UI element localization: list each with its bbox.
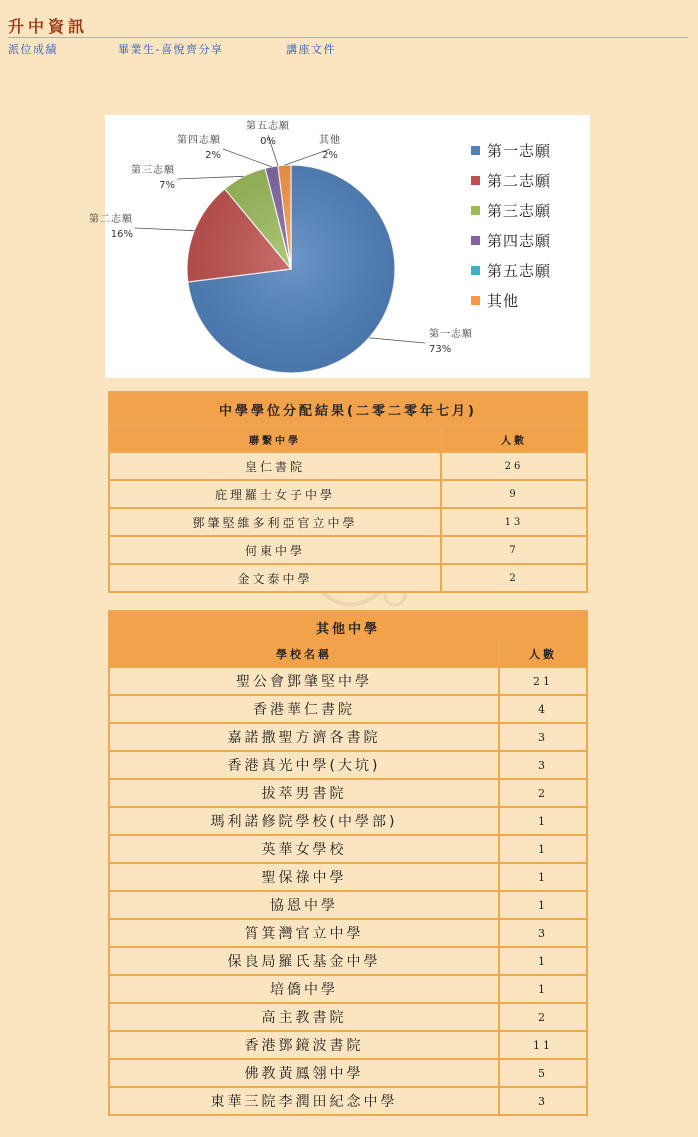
school-name: 香港真光中學(大坑) (109, 751, 499, 779)
legend-swatch (471, 296, 480, 305)
table-row (109, 919, 587, 947)
student-count: 13 (441, 508, 587, 536)
table-row (109, 947, 587, 975)
pie-data-label-category: 第五志願 (246, 121, 290, 132)
student-count: 1 (499, 807, 587, 835)
table2-header-school: 學校名稱 (109, 642, 499, 667)
legend-label: 第五志願 (487, 262, 552, 280)
legend-label: 第三志願 (487, 202, 552, 220)
pie-data-label-value: 2% (205, 150, 221, 161)
pie-data-label-value: 0% (260, 136, 276, 147)
pie-leader-line (177, 176, 244, 179)
school-name: 筲箕灣官立中學 (109, 919, 499, 947)
nav-link-talk-documents[interactable]: 講座文件 (286, 43, 336, 56)
nav-link-allocation-results[interactable]: 派位成績 (8, 43, 58, 56)
table-row (109, 835, 587, 863)
table-row (109, 536, 587, 564)
school-name: 聖保祿中學 (109, 863, 499, 891)
legend-swatch (471, 176, 480, 185)
school-name: 嘉諾撒聖方濟各書院 (109, 723, 499, 751)
table-row (109, 695, 587, 723)
student-count: 1 (499, 835, 587, 863)
student-count: 5 (499, 1059, 587, 1087)
legend-label: 其他 (487, 292, 520, 310)
student-count: 11 (499, 1031, 587, 1059)
pie-data-label-category: 其他 (319, 135, 341, 146)
legend-label: 第一志願 (487, 142, 552, 160)
school-name: 佛教黃鳳翎中學 (109, 1059, 499, 1087)
student-count: 1 (499, 975, 587, 1003)
student-count: 2 (499, 779, 587, 807)
student-count: 3 (499, 751, 587, 779)
allocation-results-table (108, 391, 588, 593)
school-name: 英華女學校 (109, 835, 499, 863)
table1-header-count: 人數 (441, 426, 587, 452)
pie-data-label-category: 第三志願 (131, 165, 175, 176)
student-count: 9 (441, 480, 587, 508)
school-name: 庇理羅士女子中學 (109, 480, 441, 508)
title-divider (8, 37, 688, 38)
legend-swatch (471, 266, 480, 275)
pie-leader-line (135, 228, 194, 231)
student-count: 2 (499, 1003, 587, 1031)
table-row (109, 723, 587, 751)
school-name: 香港鄧鏡波書院 (109, 1031, 499, 1059)
table-row (109, 667, 587, 695)
student-count: 7 (441, 536, 587, 564)
table-row (109, 807, 587, 835)
pie-leader-line (223, 149, 272, 167)
school-name: 瑪利諾修院學校(中學部) (109, 807, 499, 835)
student-count: 3 (499, 919, 587, 947)
school-name: 協恩中學 (109, 891, 499, 919)
pie-data-label-category: 第四志願 (177, 135, 221, 146)
table-row (109, 1031, 587, 1059)
other-schools-table (108, 610, 588, 1116)
table2-header-count: 人數 (499, 642, 587, 667)
table-row (109, 1003, 587, 1031)
legend-label: 第四志願 (487, 232, 552, 250)
student-count: 1 (499, 947, 587, 975)
legend-label: 第二志願 (487, 172, 552, 190)
school-name: 何東中學 (109, 536, 441, 564)
nav-link-graduates-sharing[interactable]: 畢業生-喜悅齊分享 (118, 43, 224, 56)
school-name: 保良局羅氏基金中學 (109, 947, 499, 975)
table-row (109, 508, 587, 536)
school-name: 高主教書院 (109, 1003, 499, 1031)
table-row (109, 1087, 587, 1115)
pie-data-label-category: 第一志願 (429, 329, 473, 340)
student-count: 1 (499, 863, 587, 891)
pie-chart (89, 115, 590, 378)
legend-swatch (471, 146, 480, 155)
school-name: 皇仁書院 (109, 452, 441, 480)
legend-swatch (471, 206, 480, 215)
legend-swatch (471, 236, 480, 245)
student-count: 3 (499, 1087, 587, 1115)
table-row (109, 891, 587, 919)
table-row (109, 480, 587, 508)
school-name: 金文泰中學 (109, 564, 441, 592)
table-row (109, 779, 587, 807)
school-name: 鄧肇堅維多利亞官立中學 (109, 508, 441, 536)
school-name: 拔萃男書院 (109, 779, 499, 807)
table-row (109, 564, 587, 592)
page-title: 升中資訊 (8, 17, 89, 36)
school-name: 培僑中學 (109, 975, 499, 1003)
table-row (109, 452, 587, 480)
table-row (109, 1059, 587, 1087)
table-row (109, 751, 587, 779)
table-row (109, 863, 587, 891)
pie-data-label-category: 第二志願 (89, 214, 133, 225)
student-count: 21 (499, 667, 587, 695)
school-name: 香港華仁書院 (109, 695, 499, 723)
student-count: 2 (441, 564, 587, 592)
pie-chart-svg (89, 115, 590, 378)
pie-data-label-value: 2% (322, 150, 338, 161)
pie-data-label-value: 7% (159, 180, 175, 191)
table-row (109, 975, 587, 1003)
pie-data-label-value: 16% (110, 229, 133, 240)
pie-leader-line (369, 338, 425, 343)
table1-title: 中學學位分配結果(二零二零年七月) (109, 392, 587, 426)
table1-header-school: 聯繫中學 (109, 426, 441, 452)
table2-title: 其他中學 (109, 611, 587, 642)
school-name: 聖公會鄧肇堅中學 (109, 667, 499, 695)
school-name: 東華三院李潤田紀念中學 (109, 1087, 499, 1115)
student-count: 26 (441, 452, 587, 480)
pie-data-label-value: 73% (429, 344, 452, 355)
student-count: 1 (499, 891, 587, 919)
student-count: 4 (499, 695, 587, 723)
student-count: 3 (499, 723, 587, 751)
